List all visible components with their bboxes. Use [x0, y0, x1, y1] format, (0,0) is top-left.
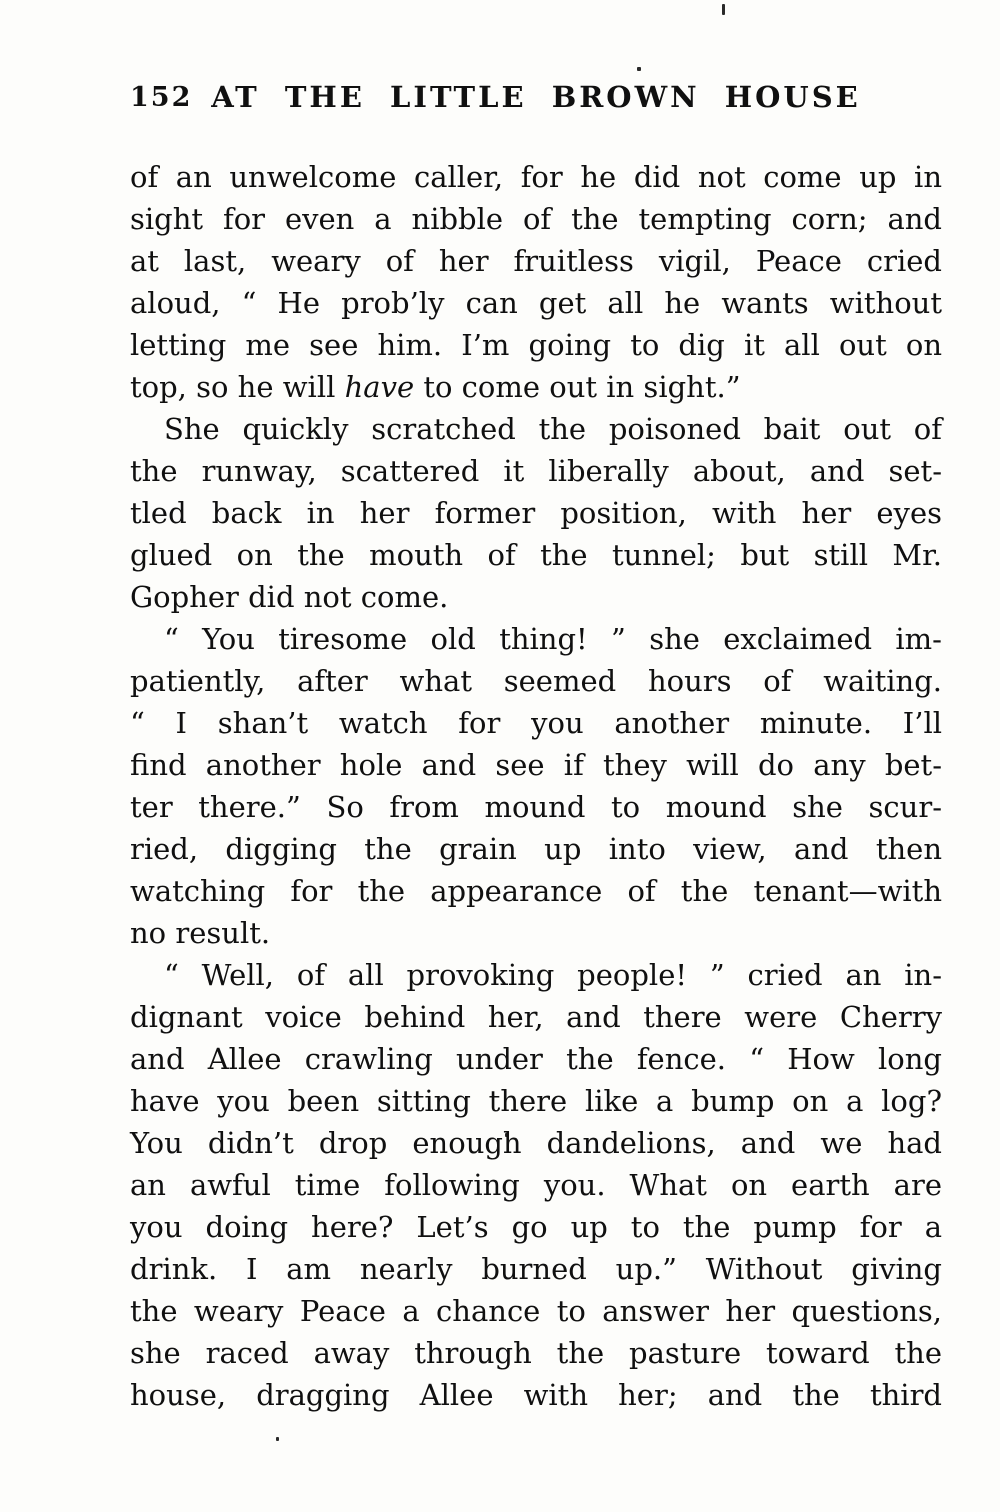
scan-speck — [722, 4, 725, 15]
text-line: letting me see him. I’m going to dig it all out on — [130, 328, 942, 362]
body-text — [130, 156, 942, 1416]
text-line — [130, 366, 942, 408]
text-line: of an unwelcome caller, for he did not come up in — [130, 160, 942, 194]
text-line: house, dragging Allee with her; and the third — [130, 1378, 942, 1412]
text-segment: to come out in sight.” — [414, 370, 741, 404]
scan-speck — [637, 67, 641, 71]
text-line: “ I shan’t watch for you another minute. I’ll — [130, 706, 942, 740]
text-line: the runway, scattered it liberally about, and set- — [130, 454, 942, 488]
text-segment: top, so he will — [130, 370, 345, 404]
text-line: “ Well, of all provoking people! ” cried an in- — [164, 958, 942, 992]
text-line: she raced away through the pasture toward the — [130, 1336, 942, 1370]
text-line: have you been sitting there like a bump on a log? — [130, 1084, 942, 1118]
text-line: She quickly scratched the poisoned bait out of — [164, 412, 942, 446]
text-line: an awful time following you. What on earth are — [130, 1168, 942, 1202]
text-line: tled back in her former position, with her eyes — [130, 496, 942, 530]
text-line: at last, weary of her fruitless vigil, Peace cried — [130, 244, 942, 278]
text-line: no result. — [130, 916, 271, 950]
text-line: drink. I am nearly burned up.” Without giving — [130, 1252, 942, 1286]
page-header — [130, 80, 942, 120]
text-line: ter there.” So from mound to mound she scur- — [130, 790, 942, 824]
text-line: sight for even a nibble of the tempting corn; and — [130, 202, 942, 236]
italic-word: have — [344, 370, 415, 404]
text-line: Gopher did not come. — [130, 580, 449, 614]
text-line: and Allee crawling under the fence. “ How long — [130, 1042, 942, 1076]
text-line: glued on the mouth of the tunnel; but still Mr. — [130, 538, 942, 572]
running-title: AT THE LITTLE BROWN HOUSE — [211, 80, 861, 114]
text-line: “ You tiresome old thing! ” she exclaimed im- — [164, 622, 942, 656]
text-line: You didn’t drop enough dandelions, and we had — [130, 1126, 942, 1160]
text-line: aloud, “ He prob’ly can get all he wants without — [130, 286, 942, 320]
text-line: the weary Peace a chance to answer her questions, — [130, 1294, 942, 1328]
text-line: find another hole and see if they will do any bet- — [130, 748, 942, 782]
scan-speck — [276, 1437, 279, 1441]
text-line: ried, digging the grain up into view, and then — [130, 832, 942, 866]
text-line: patiently, after what seemed hours of waiting. — [130, 664, 942, 698]
text-line: dignant voice behind her, and there were Cherry — [130, 1000, 942, 1034]
page-number: 152 — [130, 82, 193, 113]
text-line: watching for the appearance of the tenant—with — [130, 874, 942, 908]
text-line: you doing here? Let’s go up to the pump for a — [130, 1210, 942, 1244]
